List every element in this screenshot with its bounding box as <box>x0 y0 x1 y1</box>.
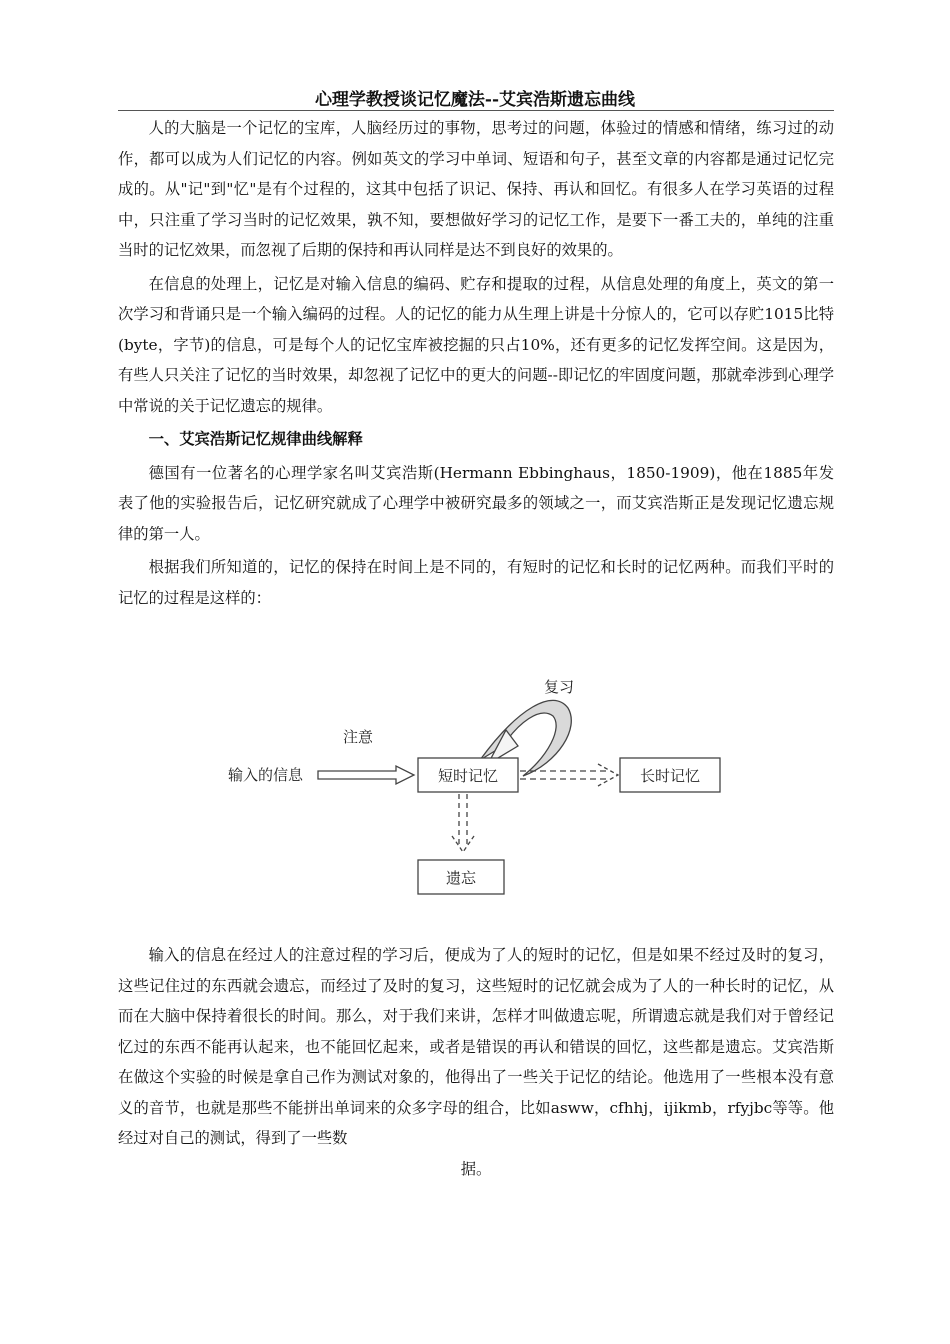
paragraph-memory-types: 根据我们所知道的，记忆的保持在时间上是不同的，有短时的记忆和长时的记忆两种。而我们平时的记忆的过程是这样的： <box>118 558 834 607</box>
document-title: 心理学教授谈记忆魔法--艾宾浩斯遗忘曲线 <box>314 90 636 110</box>
title-underline <box>118 110 834 111</box>
short-term-memory-label: 短时记忆 <box>437 767 499 785</box>
memory-process-diagram <box>218 668 738 908</box>
body-text-bottom <box>118 940 834 1184</box>
paragraph-ebbinghaus: 德国有一位著名的心理学家名叫艾宾浩斯(Hermann Ebbinghaus，1850-1909)，他在1885年发表了他的实验报告后，记忆研究就成了心理学中被研究最多的领域之一，而艾宾浩斯正是发现记忆遗忘规律的第一人。 <box>118 463 834 543</box>
review-label: 复习 <box>544 678 575 696</box>
long-term-memory-label: 长时记忆 <box>639 767 701 785</box>
paragraph-information-processing: 在信息的处理上，记忆是对输入信息的编码、贮存和提取的过程，从信息处理的角度上，英文的第一次学习和背诵只是一个输入编码的过程。人的记忆的能力从生理上讲是十分惊人的，它可以存贮1015比特(byte，字节)的信息，可是每个人的记忆宝库被挖掘的只占10%，还有更多的记忆发挥空间。这是因为，有些人只关注了记忆的当时效果，却忽视了记忆中的更大的问题--即记忆的牢固度问题，那就牵涉到心理学中常说的关于记忆遗忘的规律。 <box>118 274 834 415</box>
input-arrow <box>318 766 414 784</box>
input-info-label: 输入的信息 <box>228 766 304 784</box>
paragraph-final-fragment: 据。 <box>460 1159 492 1178</box>
paragraph-brain-memory: 人的大脑是一个记忆的宝库，人脑经历过的事物，思考过的问题，体验过的情感和情绪，练习过的动作，都可以成为人们记忆的内容。例如英文的学习中单词、短语和句子，甚至文章的内容都是通过记忆完成的。从"记"到"忆"是有个过程的，这其中包括了识记、保持、再认和回忆。有很多人在学习英语的过程中，只注重了学习当时的记忆效果，孰不知，要想做好学习的记忆工作，是要下一番工夫的，单纯的注重当时的记忆效果，而忽视了后期的保持和再认同样是达不到良好的效果的。 <box>118 119 834 259</box>
forget-label: 遗忘 <box>445 869 477 887</box>
attention-label: 注意 <box>343 728 374 746</box>
to-forget-dashed-arrow <box>452 794 474 852</box>
body-text-top <box>118 113 834 613</box>
section-heading: 一、艾宾浩斯记忆规律曲线解释 <box>148 430 363 448</box>
paragraph-forgetting: 输入的信息在经过人的注意过程的学习后，便成为了人的短时的记忆，但是如果不经过及时的复习，这些记住过的东西就会遗忘，而经过了及时的复习，这些短时的记忆就会成为了人的一种长时的记忆，从而在大脑中保持着很长的时间。那么，对于我们来讲，怎样才叫做遗忘呢，所谓遗忘就是我们对于曾经记忆过的东西不能再认起来，也不能回忆起来，或者是错误的再认和错误的回忆，这些都是遗忘。艾宾浩斯在做这个实验的时候是拿自己作为测试对象的，他得出了一些关于记忆的结论。他选用了一些根本没有意义的音节，也就是那些不能拼出单词来的众多字母的组合，比如asww，cfhhj，ijikmb，rfyjbc等等。他经过对自己的测试，得到了一些数 <box>118 946 834 1147</box>
